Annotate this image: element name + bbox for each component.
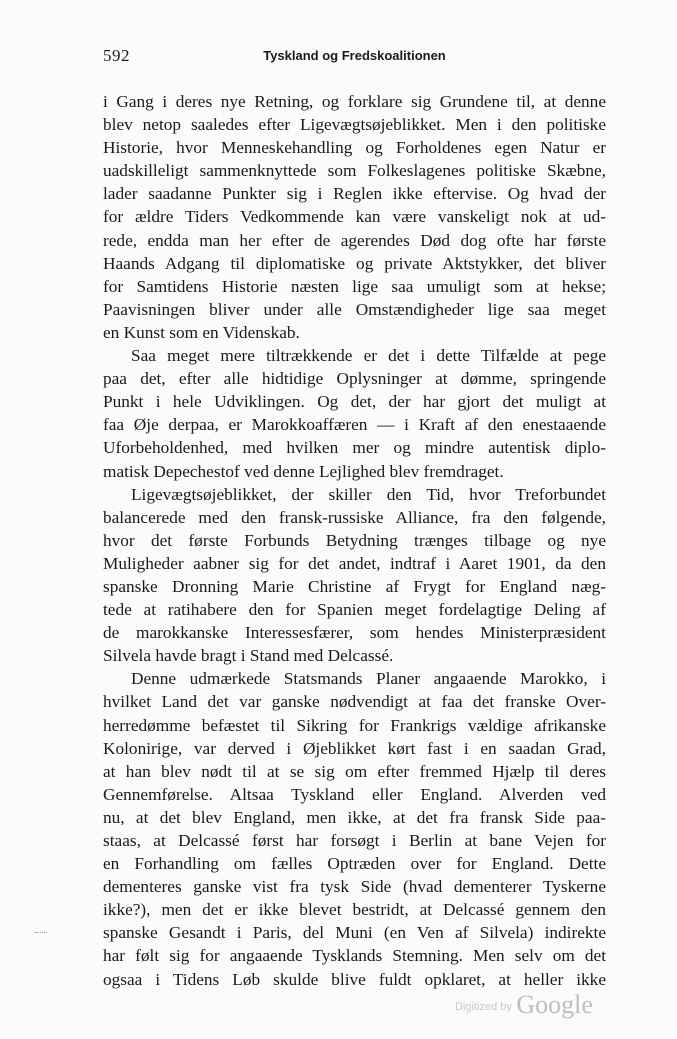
text-line: rede, endda man her efter de agerendes Død dog ofte har første xyxy=(103,230,606,250)
text-line: Ligevægtsøjeblikket, der skiller den Tid, hvor Treforbundet xyxy=(131,484,606,504)
text-line: Kolonirige, var derved i Øjeblikket kørt fast i en saadan Grad, xyxy=(103,738,606,758)
text-line: herredømme befæstet til Sikring for Frankrigs vældige afrikanske xyxy=(103,715,606,735)
text-line: for ældre Tiders Vedkommende kan være vanskeligt nok at ud- xyxy=(103,207,606,227)
page-header xyxy=(103,46,606,70)
text-line: paa det, efter alle hidtidige Oplysninger at dømme, springende xyxy=(103,369,606,389)
text-line: har følt sig for angaaende Tysklands Stemning. Men selv om det xyxy=(103,946,606,966)
text-line: Haands Adgang til diplomatiske og private Aktstykker, det bliver xyxy=(103,253,606,273)
text-line: at han blev nødt til at se sig om efter fremmed Hjælp til deres xyxy=(103,761,606,781)
text-line: Saa meget mere tiltrækkende er det i dette Tilfælde at pege xyxy=(131,346,606,366)
text-line: dementeres ganske vist fra tysk Side (hvad dementerer Tyskerne xyxy=(103,877,606,897)
text-line: en Kunst som en Videnskab. xyxy=(103,322,300,342)
page-number: 592 xyxy=(103,46,130,65)
text-line: de marokkanske Interessesfærer, som hendes Ministerpræsident xyxy=(103,623,606,643)
text-line: i Gang i deres nye Retning, og forklare sig Grundene til, at denne xyxy=(103,92,606,111)
text-line: blev netop saaledes efter Ligevægtsøjeblikket. Men i den politiske xyxy=(103,115,606,135)
text-line: Paavisningen bliver under alle Omstændigheder lige saa meget xyxy=(103,299,606,319)
running-title: Tyskland og Fredskoalitionen xyxy=(263,48,446,63)
text-line: en Forhandling om fælles Optræden over for England. Dette xyxy=(103,854,606,874)
text-line: spanske Gesandt i Paris, del Muni (en Ven af Silvela) indirekte xyxy=(103,923,606,943)
text-line: hvor det første Forbunds Betydning trænges tilbage og nye xyxy=(103,530,606,550)
text-line: nu, at det blev England, men ikke, at det fra fransk Side paa- xyxy=(103,807,606,827)
text-line: Denne udmærkede Statsmands Planer angaaende Marokko, i xyxy=(131,669,606,689)
google-logo: Google xyxy=(516,990,593,1019)
text-line: hvilket Land det var ganske nødvendigt at faa det franske Over- xyxy=(103,692,606,712)
text-line: lader saadanne Punkter sig i Reglen ikke eftervise. Og hvad der xyxy=(103,184,606,204)
text-line: for Samtidens Historie næsten lige saa umuligt som at hekse; xyxy=(103,276,606,296)
paragraph-3 xyxy=(103,483,606,668)
text-line: Muligheder aabner sig for det andet, indtraf i Aaret 1901, da den xyxy=(103,553,606,573)
text-line: ogsaa i Tidens Løb skulde blive fuldt opklaret, at heller ikke xyxy=(103,969,606,989)
paragraph-4 xyxy=(103,667,606,990)
text-line: balancerede med den fransk-russiske Alliance, fra den følgende, xyxy=(103,507,606,527)
text-line: Punkt i hele Udviklingen. Og det, der har gjort det muligt at xyxy=(103,392,606,412)
text-line: staas, at Delcassé først har forsøgt i Berlin at bane Vejen for xyxy=(103,831,606,850)
text-line: faa Øje derpaa, er Marokkoaffæren — i Kraft af den enestaaende xyxy=(103,415,606,435)
text-line: matisk Depechestof ved denne Lejlighed blev fremdraget. xyxy=(103,461,504,481)
text-line: tede at ratihabere den for Spanien meget fordelagtige Deling af xyxy=(103,600,606,620)
text-line: ikke?), men det er ikke blevet bestridt, at Delcassé gennem den xyxy=(103,900,606,920)
digitized-watermark xyxy=(455,990,593,1020)
margin-mark xyxy=(35,932,47,934)
paragraph-2 xyxy=(103,344,606,483)
text-line: Historie, hvor Menneskehandling og Forholdenes egen Natur er xyxy=(103,138,606,158)
paragraph-1 xyxy=(103,90,606,344)
text-line: spanske Dronning Marie Christine af Frygt for England næg- xyxy=(103,576,606,596)
text-line: Uforbeholdenhed, med hvilken mer og mindre autentisk diplo- xyxy=(103,438,606,458)
text-line: Gennemførelse. Altsaa Tyskland eller England. Alverden ved xyxy=(103,784,606,804)
body-text xyxy=(103,90,606,991)
text-line: Silvela havde bragt i Stand med Delcassé. xyxy=(103,646,394,666)
watermark-prefix: Digitized by xyxy=(455,1001,512,1013)
text-line: uadskilleligt sammenknyttede som Folkeslagenes politiske Skæbne, xyxy=(103,161,606,181)
